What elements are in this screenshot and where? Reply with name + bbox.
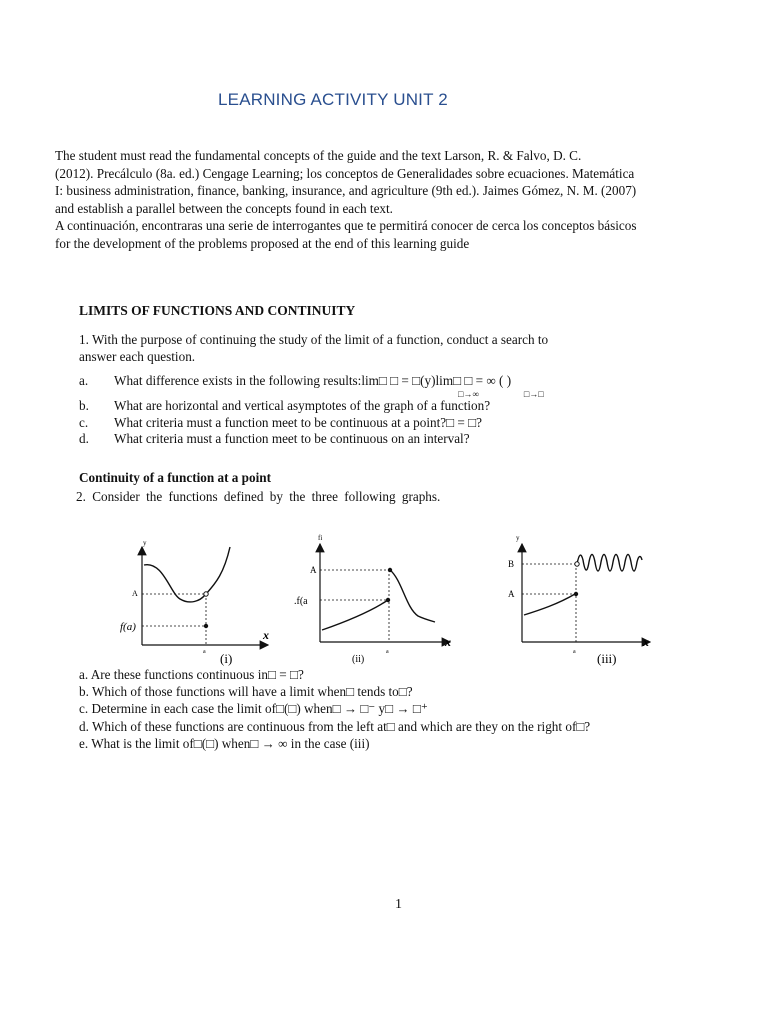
question-2-items — [79, 666, 590, 752]
level-label: A — [310, 565, 317, 575]
filled-point — [574, 592, 578, 596]
question-2: 2. Consider the functions defined by the three following graphs. — [76, 489, 441, 504]
y-axis-label: y — [516, 534, 520, 542]
intro-line: I: business administration, finance, banking, insurance, and agriculture (9th ed.). Jaimes Gómez, N. M. (2007) — [55, 183, 637, 198]
question-1-line: answer each question. — [79, 349, 196, 364]
item-label: c. — [79, 415, 89, 430]
list-item: a. Are these functions continuous in□ = □? — [79, 667, 304, 682]
graph-caption: (iii) — [597, 651, 617, 666]
page-number: 1 — [395, 897, 402, 912]
item-text: What criteria must a function meet to be continuous at a point?□ = □? — [114, 415, 482, 430]
value-label: .f(a — [294, 596, 308, 607]
item-label: a. — [79, 373, 89, 388]
question-1c — [79, 415, 482, 431]
oscillating-curve — [577, 555, 642, 572]
curve-left — [144, 565, 205, 602]
graph-caption: (ii) — [352, 654, 365, 665]
intro-line: (2012). Precálculo (8a. ed.) Cengage Learning; los conceptos de Generalidades sobre ecuaciones. Matemática — [55, 165, 635, 181]
x-tick-label: a — [203, 649, 206, 655]
curve-right — [206, 547, 230, 594]
item-text: What are horizontal and vertical asymptotes of the graph of a function? — [114, 398, 491, 413]
upper-label: B — [508, 559, 515, 569]
open-point — [575, 562, 579, 566]
item-text: What criteria must a function meet to be continuous on an interval? — [114, 431, 470, 446]
page-title: LEARNING ACTIVITY UNIT 2 — [218, 90, 448, 109]
item-text: What difference exists in the following results:lim□ □ = □(y)lim□ □ = ∞ ( ) — [114, 373, 512, 388]
section-heading: LIMITS OF FUNCTIONS AND CONTINUITY — [79, 303, 356, 318]
item-label: b. — [79, 398, 89, 413]
intro-line: A continuación, encontraras una serie de interrogantes que te permitirá conocer de cerca los conceptos básicos — [55, 218, 637, 233]
x-axis-label: x — [643, 635, 649, 649]
value-label: f(a) — [120, 621, 136, 633]
graph-iii — [500, 530, 660, 668]
intro-line: for the development of the problems proposed at the end of this learning guide — [55, 235, 470, 251]
list-item: b. Which of those functions will have a limit when□ tends to□? — [79, 684, 413, 700]
curve-left — [322, 600, 388, 630]
filled-point — [204, 624, 208, 628]
filled-point — [386, 598, 390, 602]
x-tick-label: a — [573, 649, 576, 655]
continuity-heading: Continuity of a function at a point — [79, 470, 271, 485]
y-axis-label: fi — [318, 534, 323, 542]
question-1a — [79, 373, 511, 389]
limit-subscripts: □→∞ □→□ — [458, 389, 544, 399]
open-point — [204, 592, 208, 596]
question-1d — [79, 431, 470, 447]
x-axis-label: x — [263, 628, 269, 642]
intro-line: and establish a parallel between the concepts found in each text. — [55, 200, 393, 216]
filled-point — [388, 568, 392, 572]
curve-left — [524, 594, 575, 615]
item-label: d. — [79, 431, 89, 446]
list-item: d. Which of these functions are continuous from the left at□ and which are they on the right of□? — [79, 718, 591, 734]
graph-caption: (i) — [220, 651, 233, 666]
graph-ii — [290, 530, 460, 668]
level-label: A — [132, 589, 138, 598]
intro-paragraph — [55, 147, 720, 252]
question-1b — [79, 398, 490, 414]
y-axis-label: y — [143, 539, 147, 547]
lower-label: A — [508, 589, 515, 599]
curve-right — [390, 570, 435, 622]
graph-i — [118, 533, 278, 668]
question-1-line: 1. With the purpose of continuing the study of the limit of a function, conduct a search to — [79, 332, 549, 347]
intro-line: The student must read the fundamental concepts of the guide and the text Larson, R. & Falvo, D. C. — [55, 148, 582, 163]
question-1 — [79, 331, 548, 365]
list-item: c. Determine in each case the limit of□(□) when□ → □⁻ y□ → □⁺ — [79, 701, 428, 717]
x-axis-label: x — [445, 635, 451, 649]
list-item: e. What is the limit of□(□) when□ → ∞ in the case (iii) — [79, 735, 370, 751]
x-tick-label: a — [386, 649, 389, 655]
